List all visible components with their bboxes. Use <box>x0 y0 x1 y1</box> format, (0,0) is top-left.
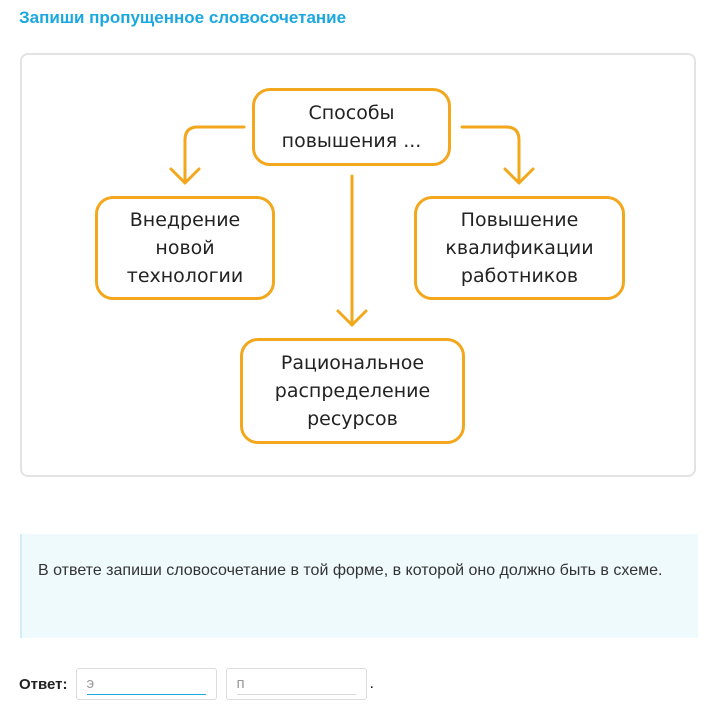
node-bottom <box>240 338 465 444</box>
node-left-label: Внедрение новой технологии <box>126 209 244 287</box>
hint-box <box>20 534 698 638</box>
answer-label: Ответ: <box>19 675 68 693</box>
node-bottom-label: Рациональное распределение ресурсов <box>274 352 431 430</box>
answer-row <box>19 668 374 700</box>
answer-input-2[interactable] <box>226 668 367 700</box>
answer-input-1[interactable] <box>76 668 217 700</box>
node-right <box>414 196 625 300</box>
task-title: Запиши пропущенное словосочетание <box>19 8 347 27</box>
node-top <box>252 88 451 166</box>
scheme-diagram <box>20 53 696 477</box>
answer-field-2[interactable] <box>237 674 356 695</box>
answer-trailing-dot: . <box>369 675 374 692</box>
node-left <box>95 196 275 300</box>
hint-text: В ответе запиши словосочетание в той форме, в которой оно должно быть в схеме. <box>38 562 663 579</box>
node-top-label: Способы повышения ... <box>281 102 422 152</box>
answer-field-1[interactable] <box>87 674 206 695</box>
node-right-label: Повышение квалификации работников <box>445 209 594 287</box>
